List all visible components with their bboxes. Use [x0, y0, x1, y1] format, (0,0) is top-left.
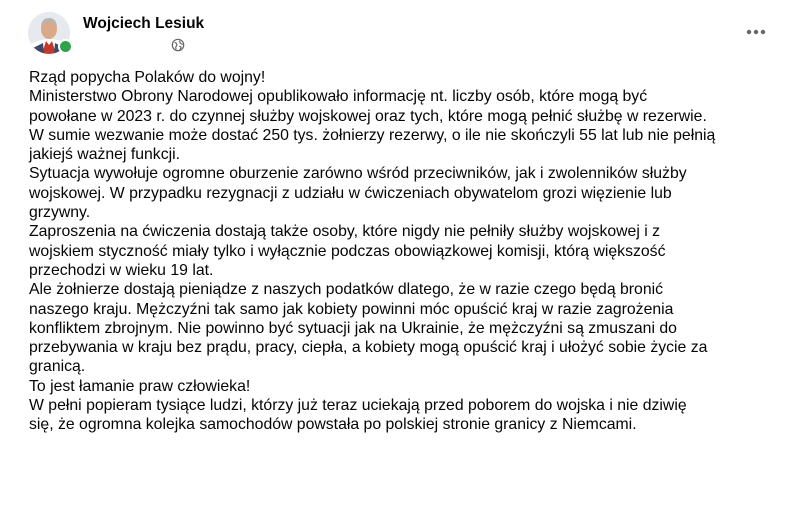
post-line: grzywny. — [29, 204, 91, 222]
post-line: wojskowej. W przypadku rezygnacji z udziału w ćwiczeniach obywatelom grozi więzienie lub — [29, 184, 672, 202]
post-text — [29, 68, 781, 435]
more-options-icon — [746, 29, 766, 35]
post-line: W pełni popieram tysiące ludzi, którzy już teraz uciekają przed poborem do wojska i nie dziwię — [29, 397, 687, 415]
post-line: przebywania w kraju bez prądu, pracy, ciepła, a kobiety mogą opuścić kraj i ułożyć sobie życie za — [29, 339, 708, 357]
online-status-dot — [58, 39, 73, 54]
post-line: Ministerstwo Obrony Narodowej opublikowało informację nt. liczby osób, które mogą być — [29, 88, 648, 106]
post-line: granicą. — [29, 358, 86, 376]
post-line: przechodzi w wieku 19 lat. — [29, 261, 214, 279]
post-line: wojskiem styczność miały tylko i wyłącznie podczas obowiązkowej komisji, którą większość — [29, 242, 666, 260]
post-line: powołane w 2023 r. do czynnej służby wojskowej oraz tych, które mogą pełnić służbę w rezerwie. — [29, 107, 707, 125]
post-line: jakiejś ważnej funkcji. — [29, 146, 181, 164]
post-line: konfliktem zbrojnym. Nie powinno być sytuacji jak na Ukrainie, że mężczyźni są zmuszani do — [29, 319, 677, 337]
globe-icon[interactable] — [171, 38, 185, 52]
post-line: To jest łamanie praw człowieka! — [29, 377, 251, 395]
post-line: naszego kraju. Mężczyźni tak samo jak kobiety powinni móc opuścić kraj w razie zagrożenia — [29, 300, 674, 318]
post-line: Ale żołnierze dostają pieniądze z naszych podatków dlatego, że w razie czego będą bronić — [29, 281, 664, 299]
post-line: Sytuacja wywołuje ogromne oburzenie zarówno wśród przeciwników, jak i zwolenników służby — [29, 165, 687, 183]
author-avatar[interactable] — [28, 12, 70, 54]
post-line: Rząd popycha Polaków do wojny! — [29, 69, 266, 86]
post-line: W sumie wezwanie może dostać 250 tys. żołnierzy rezerwy, o ile nie skończyli 55 lat lub nie pełnią — [29, 126, 716, 144]
post-header — [28, 12, 772, 58]
post-line: się, że ogromna kolejka samochodów powstała po polskiej stronie granicy z Niemcami. — [29, 416, 637, 434]
author-name[interactable]: Wojciech Lesiuk — [83, 15, 205, 32]
post-line: Zaproszenia na ćwiczenia dostają także osoby, które nigdy nie pełniły służby wojskowej i z — [29, 223, 661, 241]
more-options-button[interactable] — [740, 22, 772, 42]
